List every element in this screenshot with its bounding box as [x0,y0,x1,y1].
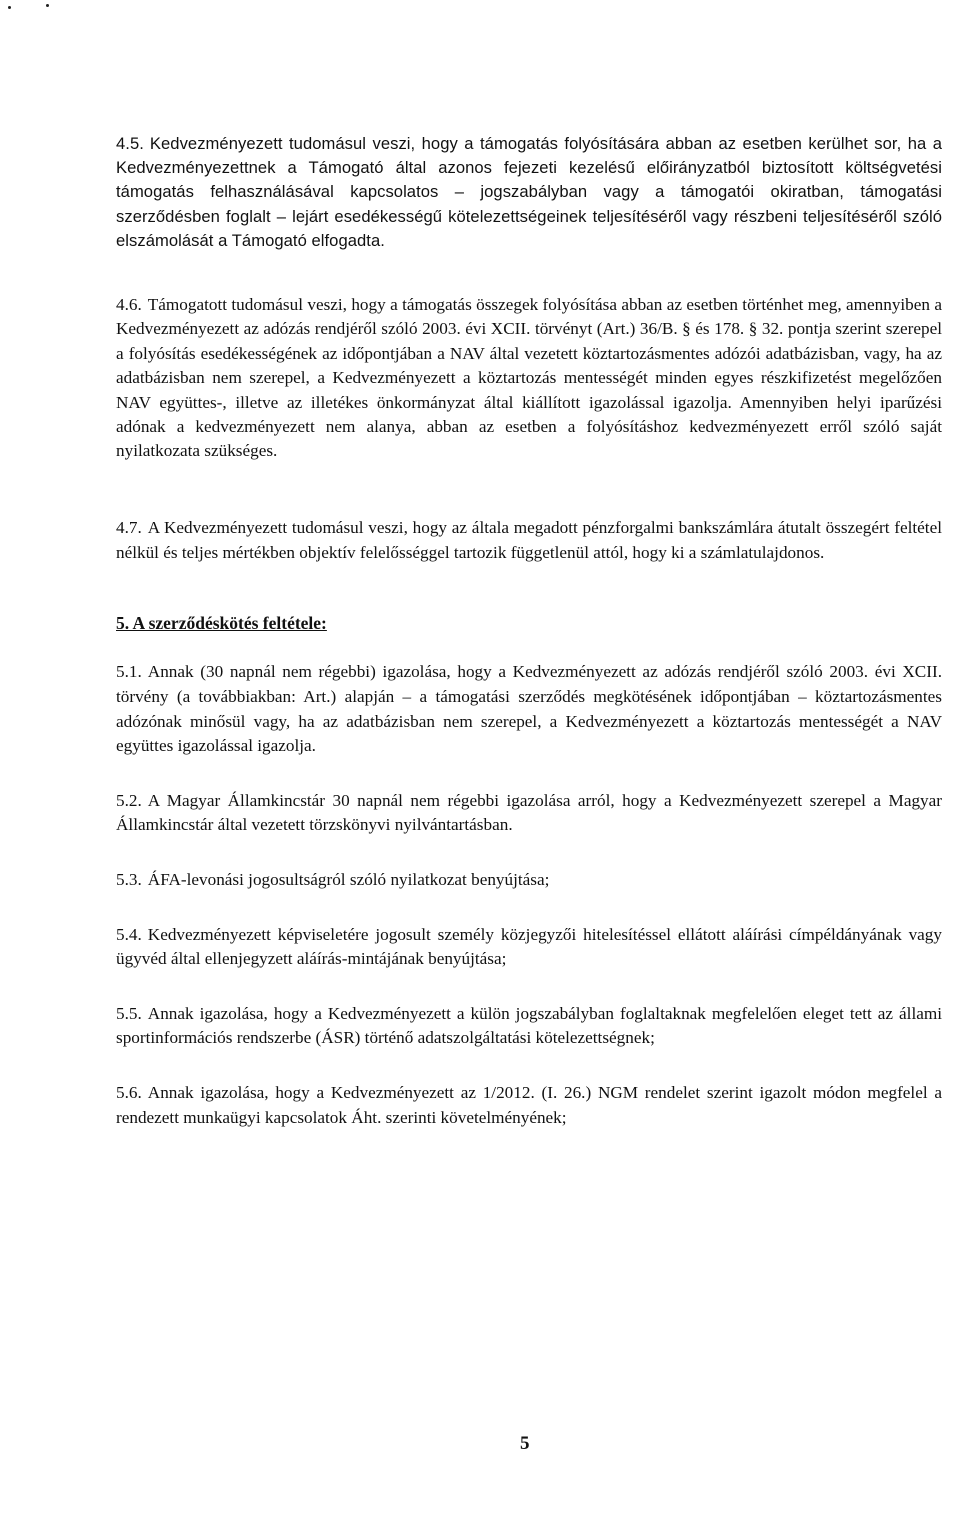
section-text: Kedvezményezett tudomásul veszi, hogy a támogatás folyósítására abban az esetben kerülhet sor, ha a Kedvezményezettnek a Támogató által azonos fejezeti kezelésű előirányzatból biztosított költségvetési támogatás felhasználásával kapcsolatos – jogszabályban vagy a támogatói okiratban, támogatási szerződésben foglalt – lejárt esedékességű kötelezettségeinek teljesítéséről vagy részbeni teljesítéséről szóló elszámolását a Támogató elfogadta. [116,134,942,250]
subsection-number: 5.5. [116,1003,142,1023]
subsection-5-3 [116,868,942,893]
section-4-5 [116,132,942,253]
section-number: 4.6. [116,295,142,315]
section-number: 4.5. [116,134,144,153]
subsection-number: 5.3. [116,870,142,890]
scan-speck [46,4,49,7]
subsection-number: 5.4. [116,924,142,944]
subsection-5-2 [116,789,942,838]
section-4-6 [116,293,942,464]
section-text: A Kedvezményezett tudomásul veszi, hogy az általa megadott pénzforgalmi bankszámlára átutalt összegért feltétel nélkül és teljes mértékben objektív felelősséggel tartozik függetlenül attól, hogy ki a számlatulajdonos. [116,517,942,562]
section-heading: 5. A szerződéskötés feltétele: [116,613,327,634]
subsection-5-4 [116,923,942,972]
section-text: Támogatott tudomásul veszi, hogy a támogatás összegek folyósítása abban az esetben történhet meg, amennyiben a Kedvezményezett az adózás rendjéről szóló 2003. évi XCII. törvényt (Art.) 36/B. § és 178. § 32. pontja szerint szerepel a folyósítás esedékességének az időpontjában a NAV által vezetett köztartozásmentes adózói adatbázisban, vagy, ha az adatbázisban nem szerepel, a Kedvezményezett a köztartozás mentességét minden egyes részkifizetést megelőzően NAV együttes-, illetve az illetékes önkormányzat által kiállított igazolással igazolja. Amennyiben helyi iparűzési adónak a kedvezményezett nem alanya, abban az esetben a folyósításhoz kedvezményezett erről szóló saját nyilatkozata szükséges. [116,295,942,461]
subsection-text: Annak igazolása, hogy a Kedvezményezett az 1/2012. (I. 26.) NGM rendelet szerint igazolt módon megfelel a rendezett munkaügyi kapcsolatok Áht. szerinti követelményének; [116,1082,942,1127]
subsection-number: 5.1. [116,662,142,682]
subsection-text: Annak igazolása, hogy a Kedvezményezett a külön jogszabályban foglaltaknak megfelelően eleget tett az állami sportinformációs rendszerbe (ÁSR) történő adatszolgáltatási kötelezettségnek; [116,1003,942,1048]
subsection-text: A Magyar Államkincstár 30 napnál nem régebbi igazolása arról, hogy a Kedvezményezett szerepel a Magyar Államkincstár által vezetett törzskönyvi nyilvántartásban. [116,790,942,835]
scan-speck [8,6,11,9]
section-number: 4.7. [116,517,142,537]
document-body [116,132,942,1130]
section-4-7 [116,516,942,566]
subsection-5-5 [116,1002,942,1051]
subsection-text: Annak (30 napnál nem régebbi) igazolása, hogy a Kedvezményezett az adózás rendjéről szóló 2003. évi XCII. törvény (a továbbiakban: Art.) alapján – a támogatási szerződés megkötésének időpontjában – köztartozásmentes adózónak minősül vagy, ha az adatbázisban nem szerepel, a Kedvezményezett a köztartozás mentességét a NAV együttes igazolással igazolja. [116,662,942,756]
subsection-text: Kedvezményezett képviseletére jogosult személy közjegyzői hitelesítéssel ellátott aláírási címpéldányának vagy ügyvéd által ellenjegyzett aláírás-mintájának benyújtása; [116,924,942,969]
subsection-number: 5.2. [116,790,142,810]
subsection-number: 5.6. [116,1082,142,1102]
subsection-5-6 [116,1081,942,1130]
subsection-text: ÁFA-levonási jogosultságról szóló nyilatkozat benyújtása; [147,870,550,890]
page-number: 5 [520,1433,530,1454]
subsection-5-1 [116,660,942,758]
